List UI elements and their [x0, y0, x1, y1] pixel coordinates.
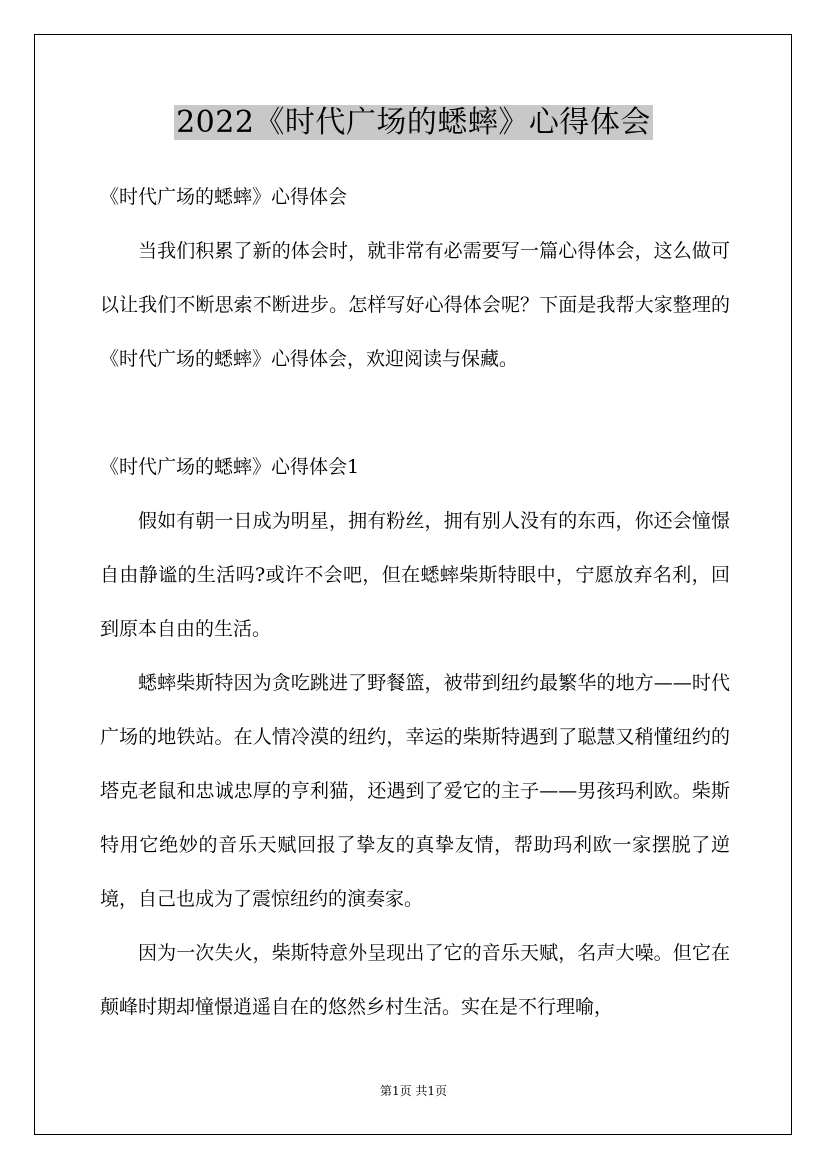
- intro-heading: 《时代广场的蟋蟀》心得体会: [100, 186, 348, 208]
- section1-paragraph-2: 蟋蟀柴斯特因为贪吃跳进了野餐篮，被带到纽约最繁华的地方——时代广场的地铁站。在人情冷漠的纽约，幸运的柴斯特遇到了聪慧又稍懂纽约的塔克老鼠和忠诚忠厚的亨利猫，还遇到了爱它的主子——男孩玛利欧。柴斯特用它绝妙的音乐天赋回报了挚友的真挚友情，帮助玛利欧一家摆脱了逆境，自己也成为了震惊纽约的演奏家。: [100, 672, 730, 910]
- intro-paragraph: 当我们积累了新的体会时，就非常有必需要写一篇心得体会，这么做可以让我们不断思索不断进步。怎样写好心得体会呢？下面是我帮大家整理的《时代广场的蟋蟀》心得体会，欢迎阅读与保藏。: [100, 240, 730, 370]
- document-body: [100, 170, 730, 1034]
- section1-heading: 《时代广场的蟋蟀》心得体会1: [100, 456, 360, 478]
- document-title: [0, 100, 827, 146]
- section1-paragraph-1: 假如有朝一日成为明星，拥有粉丝，拥有别人没有的东西，你还会憧憬自由静谧的生活吗?或许不会吧，但在蟋蟀柴斯特眼中，宁愿放弃名利，回到原本自由的生活。: [100, 510, 730, 640]
- section-spacer: [100, 386, 730, 440]
- page-number: 第1页 共1页: [379, 1084, 448, 1098]
- section1-paragraph-3: 因为一次失火，柴斯特意外呈现出了它的音乐天赋，名声大噪。但它在颠峰时期却憧憬逍遥自在的悠然乡村生活。实在是不行理喻，: [100, 942, 730, 1018]
- page-footer: [0, 1082, 827, 1100]
- document-title-text: 2022《时代广场的蟋蟀》心得体会: [176, 105, 651, 140]
